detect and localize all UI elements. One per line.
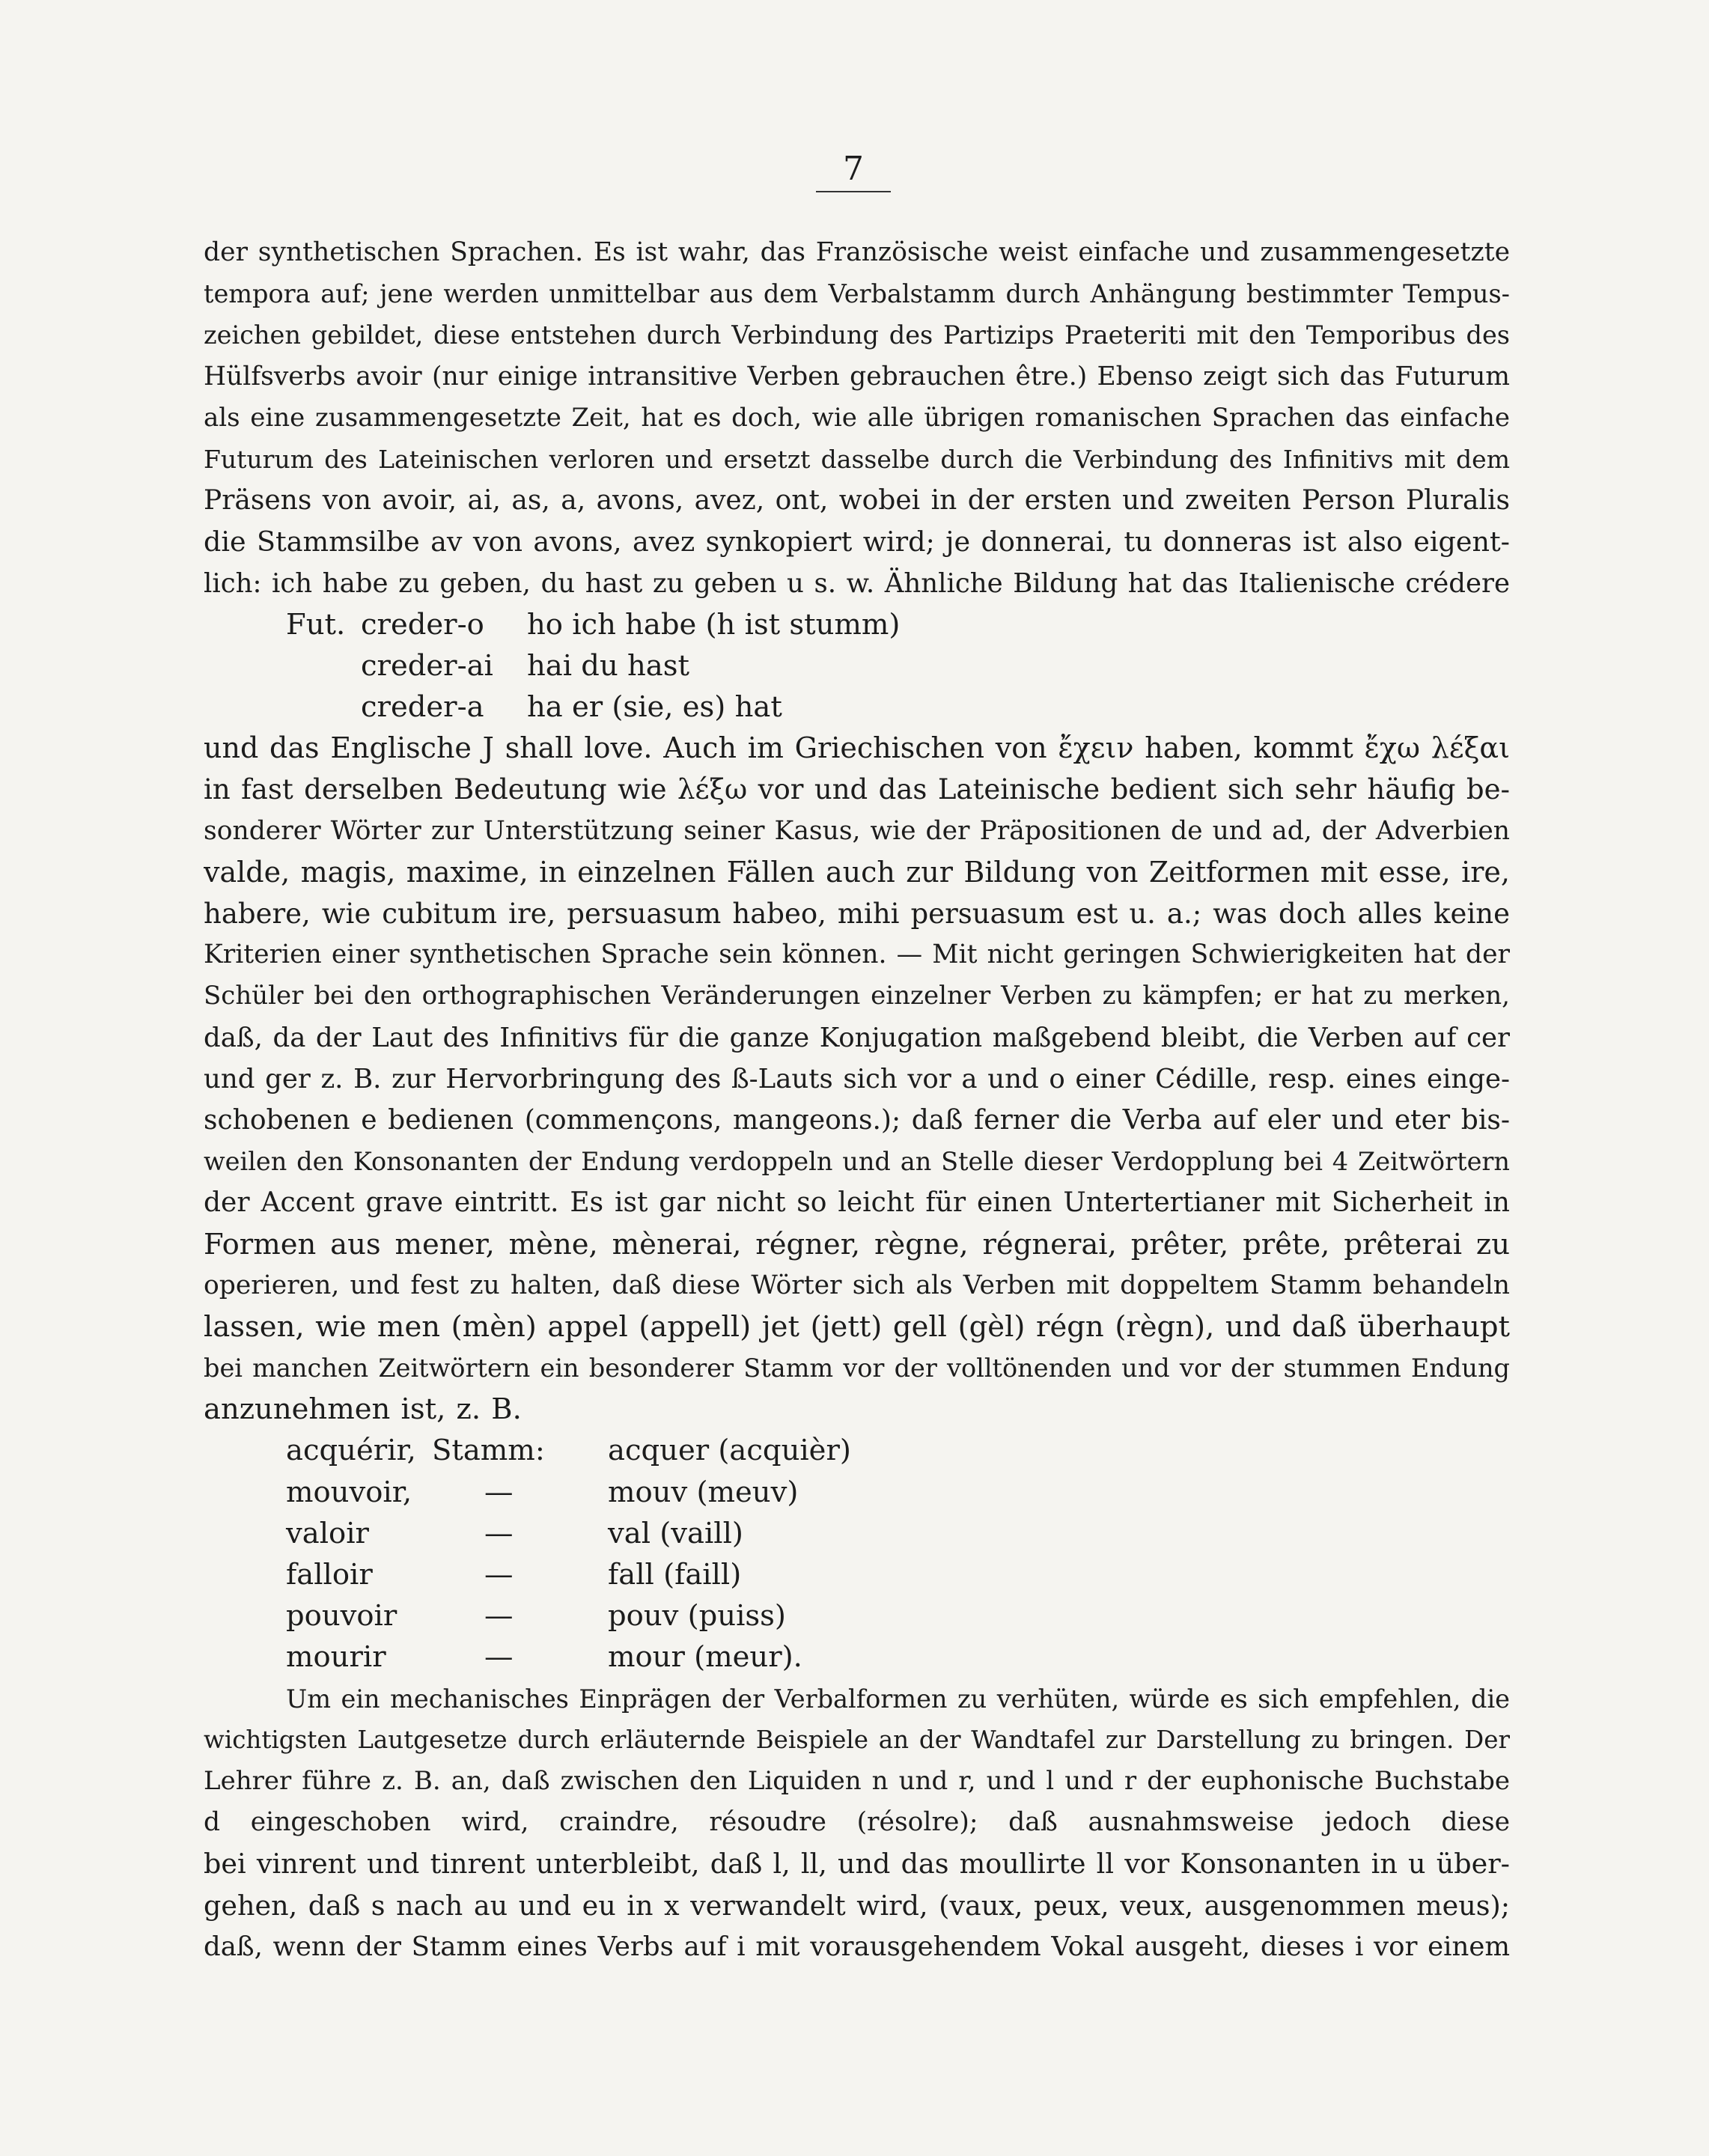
futurum-form: creder-ai (361, 648, 493, 683)
text-line: daß, da der Laut des Infinitivs für die ganze Konjugation maßgebend bleibt, die Verben auf cer (204, 1022, 1510, 1053)
text-line: anzunehmen ist, z. B. (204, 1392, 522, 1427)
verb-row (204, 1430, 1510, 1471)
text-line: daß, wenn der Stamm eines Verbs auf i mit vorausgehendem Vokal ausgeht, dieses i vor einem (204, 1931, 1510, 1962)
verb-infinitive: mouvoir, (286, 1475, 412, 1509)
futurum-row (204, 645, 1510, 686)
verb-infinitive: falloir (286, 1558, 373, 1592)
text-line: zeichen gebildet, diese entstehen durch Verbindung des Partizips Praeteriti mit den Temporibus des (204, 320, 1510, 350)
text-line: Hülfsverbs avoir (nur einige intransitive Verben gebrauchen être.) Ebenso zeigt sich das Futurum (204, 361, 1510, 392)
text-line: bei manchen Zeitwörtern ein besonderer Stamm vor der volltönenden und vor der stummen Endung (204, 1353, 1510, 1383)
futurum-gloss: ha er (sie, es) hat (527, 690, 782, 725)
futurum-form: creder-a (361, 690, 484, 725)
futurum-label: Fut. (286, 607, 346, 642)
futurum-example (204, 604, 1510, 728)
page-number: 7 (816, 150, 891, 192)
text-line: Präsens von avoir, ai, as, a, avons, avez, ont, wobei in der ersten und zweiten Person Pluralis (204, 485, 1510, 517)
futurum-row (204, 686, 1510, 728)
futurum-gloss: hai du hast (527, 648, 689, 683)
text-line: weilen den Konsonanten der Endung verdoppeln und an Stelle dieser Verdopplung bei 4 Zeitwörtern (204, 1147, 1510, 1177)
verb-stem: val (vaill) (608, 1516, 743, 1550)
verb-row (204, 1554, 1510, 1595)
verb-stem: mour (meur). (608, 1640, 802, 1675)
verb-row (204, 1636, 1510, 1678)
text-line: Um ein mechanisches Einprägen der Verbalformen zu verhüten, würde es sich empfehlen, die (286, 1684, 1510, 1714)
futurum-row (204, 604, 1510, 645)
text-line: Formen aus mener, mène, mènerai, régner, règne, régnerai, prêter, prête, prêterai zu (204, 1227, 1510, 1261)
text-line: bei vinrent und tinrent unterbleibt, daß l, ll, und das moullirte ll vor Konsonanten in u über- (204, 1848, 1510, 1881)
verb-infinitive: valoir (286, 1516, 369, 1550)
verb-stem-label: Stamm: (432, 1434, 545, 1468)
text-line: lich: ich habe zu geben, du hast zu geben u s. w. Ähnliche Bildung hat das Italienische crédere (204, 567, 1510, 599)
text-line: der Accent grave eintritt. Es ist gar nicht so leicht für einen Untertertianer mit Sicherheit in (204, 1187, 1510, 1219)
text-line: als eine zusammengesetzte Zeit, hat es doch, wie alle übrigen romanischen Sprachen das einfache (204, 402, 1510, 433)
text-line: habere, wie cubitum ire, persuasum habeo, mihi persuasum est u. a.; was doch alles keine (204, 898, 1510, 930)
text-line: lassen, wie men (mèn) appel (appell) jet (jett) gell (gèl) régn (règn), und daß überhaupt (204, 1309, 1510, 1344)
text-line: tempora auf; jene werden unmittelbar aus dem Verbalstamm durch Anhängung bestimmter Tempus- (204, 279, 1510, 309)
verb-infinitive: mourir (286, 1640, 386, 1675)
verb-stem-table (204, 1430, 1510, 1678)
verb-row (204, 1513, 1510, 1554)
verb-stem: pouv (puiss) (608, 1599, 786, 1633)
verb-dash: — (484, 1558, 514, 1592)
verb-dash: — (484, 1475, 514, 1509)
text-line: und das Englische J shall love. Auch im Griechischen von ἔχειν haben, kommt ἔχω λέξαι (204, 731, 1510, 765)
verb-stem: mouv (meuv) (608, 1475, 799, 1509)
verb-stem: fall (faill) (608, 1558, 742, 1592)
text-line: in fast derselben Bedeutung wie λέξω vor und das Lateinische bedient sich sehr häufig be- (204, 773, 1510, 806)
text-line: gehen, daß s nach au und eu in x verwandelt wird, (vaux, peux, veux, ausgenommen meus); (204, 1889, 1510, 1922)
text-line: operieren, und fest zu halten, daß diese Wörter sich als Verben mit doppeltem Stamm behandeln (204, 1270, 1510, 1300)
verb-infinitive: pouvoir (286, 1599, 397, 1633)
text-line: die Stammsilbe av von avons, avez synkopiert wird; je donnerai, tu donneras ist also eigent- (204, 526, 1510, 558)
verb-infinitive: acquérir, (286, 1434, 416, 1468)
text-line: der synthetischen Sprachen. Es ist wahr, das Französische weist einfache und zusammengesetzte (204, 237, 1510, 267)
verb-dash: — (484, 1599, 514, 1633)
verb-row (204, 1472, 1510, 1513)
text-line: sonderer Wörter zur Unterstützung seiner Kasus, wie der Präpositionen de und ad, der Adverbien (204, 815, 1510, 846)
verb-dash: — (484, 1516, 514, 1550)
body-text (204, 232, 1510, 1967)
futurum-form: creder-o (361, 607, 484, 642)
text-line: schobenen e bedienen (commençons, mangeons.); daß ferner die Verba auf eler und eter bis- (204, 1104, 1510, 1136)
verb-stem: acquer (acquièr) (608, 1434, 851, 1468)
text-line: Schüler bei den orthographischen Veränderungen einzelner Verben zu kämpfen; er hat zu merken, (204, 981, 1510, 1011)
text-line: und ger z. B. zur Hervorbringung des ß-Lauts sich vor a und o einer Cédille, resp. eines einge- (204, 1063, 1510, 1094)
futurum-gloss: ho ich habe (h ist stumm) (527, 607, 901, 642)
text-line: Futurum des Lateinischen verloren und ersetzt dasselbe durch die Verbindung des Infinitivs mit dem (204, 444, 1510, 474)
verb-dash: — (484, 1640, 514, 1675)
text-line: valde, magis, maxime, in einzelnen Fällen auch zur Bildung von Zeitformen mit esse, ire, (204, 855, 1510, 889)
verb-row (204, 1595, 1510, 1636)
text-line: wichtigsten Lautgesetze durch erläuternde Beispiele an der Wandtafel zur Darstellung zu bringen. Der (204, 1725, 1510, 1754)
text-line: d eingeschoben wird, craindre, résoudre (résolre); daß ausnahmsweise jedoch diese (204, 1807, 1510, 1838)
text-line: Lehrer führe z. B. an, daß zwischen den Liquiden n und r, und l und r der euphonische Buchstabe (204, 1765, 1510, 1796)
text-line: Kriterien einer synthetischen Sprache sein können. — Mit nicht geringen Schwierigkeiten hat der (204, 940, 1510, 970)
